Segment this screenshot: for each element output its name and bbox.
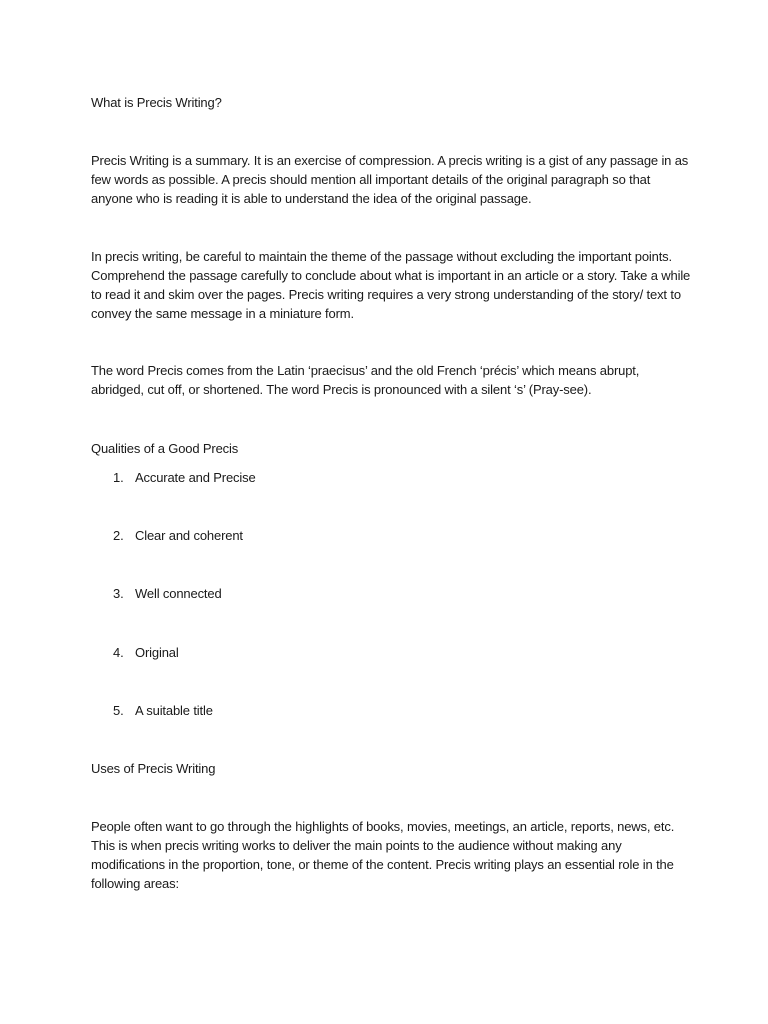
list-number: 3.: [113, 586, 124, 601]
list-item: [113, 701, 213, 720]
list-text: Clear and coherent: [135, 528, 243, 543]
paragraph-uses: People often want to go through the highlights of books, movies, meetings, an article, reports, news, etc. This is when precis writing works to deliver the main points to the audience without making any modifications in the proportion, tone, or theme of the content. Precis writing plays an essential role in the following areas:: [91, 819, 675, 891]
list-text: Accurate and Precise: [135, 470, 256, 485]
list-number: 2.: [113, 528, 124, 543]
paragraph-writing-tips: In precis writing, be careful to maintain the theme of the passage without excluding the important points. Comprehend the passage carefully to conclude about what is important in an article or a story. Take a while to read it and skim over the pages. Precis writing requires a very strong understanding of the story/ text to convey the same message in a miniature form.: [91, 249, 691, 321]
list-text: Original: [135, 645, 179, 660]
list-item: [113, 584, 222, 603]
list-text: A suitable title: [135, 703, 213, 718]
paragraph-definition: Precis Writing is a summary. It is an exercise of compression. A precis writing is a gist of any passage in as few words as possible. A precis should mention all important details of the original paragraph so that anyone who is reading it is able to understand the idea of the original passage.: [91, 153, 689, 206]
list-number: 5.: [113, 703, 124, 718]
list-item: [113, 643, 179, 662]
list-number: 4.: [113, 645, 124, 660]
paragraph-etymology: The word Precis comes from the Latin ‘praecisus’ and the old French ‘précis’ which means abrupt, abridged, cut off, or shortened. The word Precis is pronounced with a silent ‘s’ (Pray-see).: [91, 363, 640, 397]
list-text: Well connected: [135, 586, 222, 601]
list-number: 1.: [113, 470, 124, 485]
heading-what-is-precis: What is Precis Writing?: [91, 95, 222, 110]
heading-uses: Uses of Precis Writing: [91, 761, 216, 776]
heading-qualities: Qualities of a Good Precis: [91, 441, 239, 456]
list-item: [113, 468, 256, 487]
list-item: [113, 526, 243, 545]
